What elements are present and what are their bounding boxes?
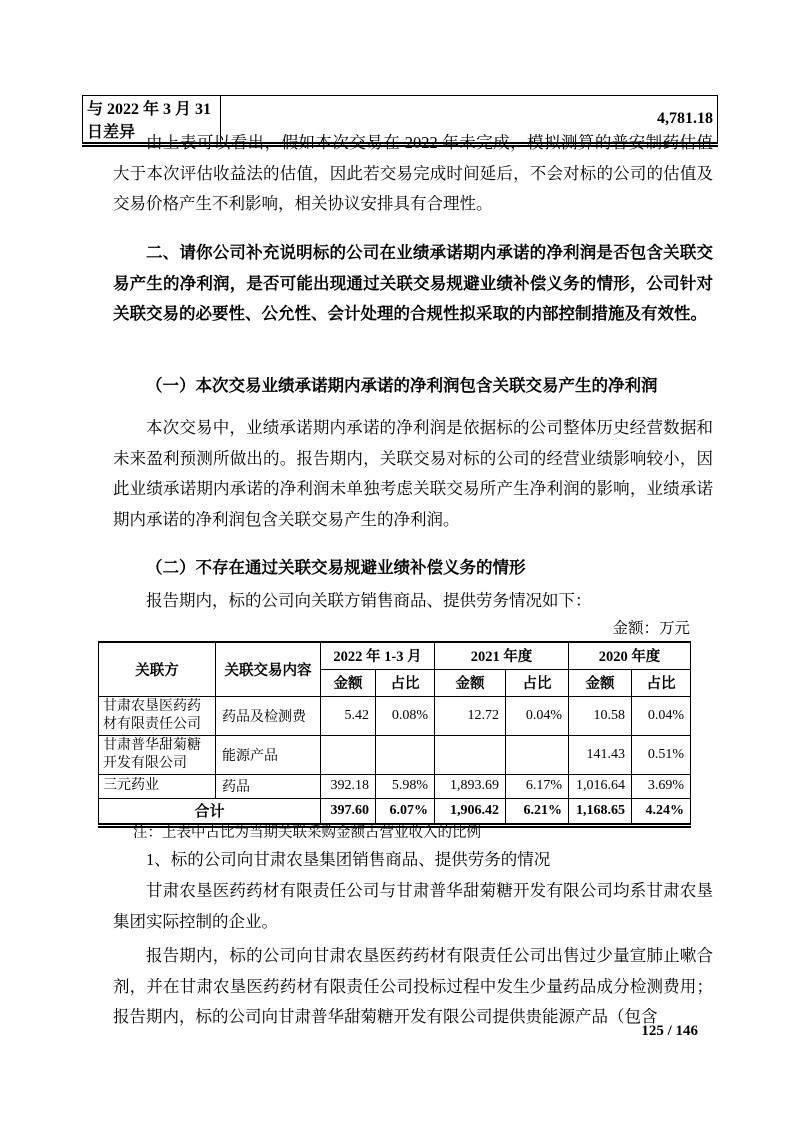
cell-value: 392.18 <box>321 774 376 798</box>
cell-value: 12.72 <box>435 696 506 735</box>
related-party-table <box>98 641 691 828</box>
table-note: 注：上表中占比为当期关联采购金额占营业收入的比例 <box>133 825 481 841</box>
cell-value: 1,016.64 <box>569 774 632 798</box>
total-value: 1,906.42 <box>435 798 506 825</box>
header-period-2021: 2021 年度 <box>435 642 569 669</box>
header-period-2020: 2020 年度 <box>569 642 691 669</box>
item-1-paragraph: 甘肃农垦医药药材有限责任公司与甘肃普华甜菊糖开发有限公司均系甘肃农垦集团实际控制的企业。 <box>113 881 713 931</box>
carryover-row-label: 与 2022 年 3 月 31 日差异 <box>83 96 221 145</box>
cell-content: 药品 <box>216 774 321 798</box>
total-value: 6.21% <box>506 798 569 825</box>
cell-value: 5.98% <box>376 774 435 798</box>
cell-party: 甘肃农垦医药药材有限责任公司 <box>99 696 216 735</box>
cell-party: 甘肃普华甜菊糖开发有限公司 <box>99 735 216 774</box>
cell-value <box>435 735 506 774</box>
cell-value: 0.04% <box>506 696 569 735</box>
cell-party: 三元药业 <box>99 774 216 798</box>
cell-value: 5.42 <box>321 696 376 735</box>
section-2-1-body: 本次交易中，业绩承诺期内承诺的净利润是依据标的公司整体历史经营数据和未来盈利预测所做出的。报告期内，关联交易对标的公司的经营业绩影响较小，因此业绩承诺期内承诺的净利润未单独考虑关联交易所产生净利润的影响，业绩承诺期内承诺的净利润包含关联交易产生的净利润。 <box>113 418 713 529</box>
cell-value: 0.08% <box>376 696 435 735</box>
header-content: 关联交易内容 <box>216 642 321 696</box>
section-2-2-heading: （二）不存在通过关联交易规避业绩补偿义务的情形 <box>146 558 526 577</box>
table-row <box>99 774 691 798</box>
cell-value: 10.58 <box>569 696 632 735</box>
cell-value <box>321 735 376 774</box>
item-1-paragraph: 报告期内，标的公司向甘肃农垦医药药材有限责任公司出售过少量宣肺止嗽合剂，并在甘肃农垦医药药材有限责任公司投标过程中发生少量药品成分检测费用；报告期内，标的公司向甘肃普华甜菊糖开发有限公司提供贵能源产品（包含 <box>113 946 713 1026</box>
table-header-row <box>99 642 691 669</box>
table-row <box>99 735 691 774</box>
header-amount: 金额 <box>569 669 632 696</box>
section-2-1-heading: （一）本次交易业绩承诺期内承诺的净利润包含关联交易产生的净利润 <box>146 376 658 395</box>
carryover-row-value: 4,781.18 <box>221 96 718 145</box>
cell-value <box>376 735 435 774</box>
total-value: 1,168.65 <box>569 798 632 825</box>
header-amount: 金额 <box>435 669 506 696</box>
cell-value <box>506 735 569 774</box>
table-unit-label: 金额：万元 <box>612 620 690 637</box>
header-party: 关联方 <box>99 642 216 696</box>
header-period-2022: 2022 年 1-3 月 <box>321 642 435 669</box>
page-number: 125 / 146 <box>641 1023 698 1039</box>
cell-value: 6.17% <box>506 774 569 798</box>
cell-value: 3.69% <box>632 774 691 798</box>
total-value: 6.07% <box>376 798 435 825</box>
item-1-title: 1、标的公司向甘肃农垦集团销售商品、提供劳务的情况 <box>146 850 551 869</box>
header-amount: 金额 <box>321 669 376 696</box>
section-2-2-intro: 报告期内，标的公司向关联方销售商品、提供劳务情况如下： <box>146 591 592 610</box>
cell-value: 1,893.69 <box>435 774 506 798</box>
cell-value: 0.51% <box>632 735 691 774</box>
cell-value: 0.04% <box>632 696 691 735</box>
cell-content: 药品及检测费 <box>216 696 321 735</box>
header-ratio: 占比 <box>376 669 435 696</box>
cell-content: 能源产品 <box>216 735 321 774</box>
conclusion-paragraph: 由上表可以看出，假如本次交易在 2022 年未完成，模拟测算的普安制药估值大于本次评估收益法的估值，因此若交易完成时间延后，不会对标的公司的估值及交易价格产生不利影响，相关协议安排具有合理性。 <box>113 133 713 213</box>
cell-value: 141.43 <box>569 735 632 774</box>
total-label: 合计 <box>99 798 321 825</box>
total-value: 4.24% <box>632 798 691 825</box>
table-row <box>99 696 691 735</box>
header-ratio: 占比 <box>506 669 569 696</box>
header-ratio: 占比 <box>632 669 691 696</box>
section-2-heading: 二、请你公司补充说明标的公司在业绩承诺期内承诺的净利润是否包含关联交易产生的净利润，是否可能出现通过关联交易规避业绩补偿义务的情形，公司针对关联交易的必要性、公允性、会计处理的合规性拟采取的内部控制措施及有效性。 <box>113 243 713 323</box>
total-value: 397.60 <box>321 798 376 825</box>
